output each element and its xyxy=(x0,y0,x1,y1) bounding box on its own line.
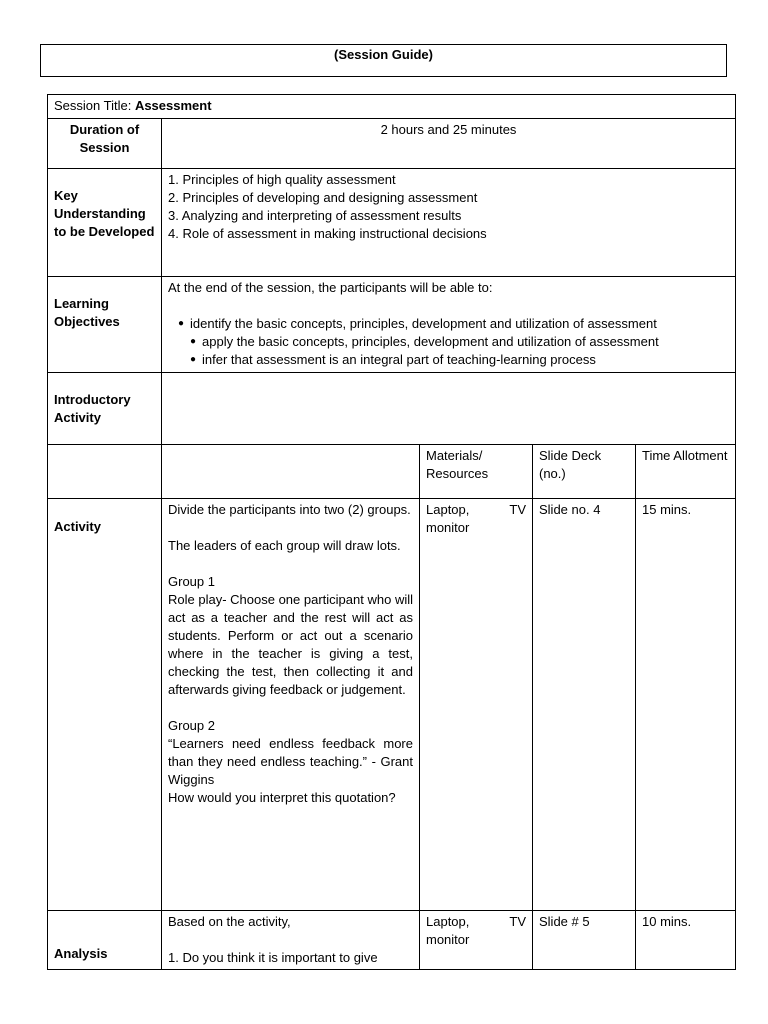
activity-paragraph-1: Divide the participants into two (2) groups. xyxy=(168,502,411,517)
objective-text: apply the basic concepts, principles, development and utilization of assessment xyxy=(202,334,659,349)
duration-row xyxy=(48,119,736,169)
session-title-label: Session Title: xyxy=(54,98,135,113)
key-understanding-row xyxy=(48,169,736,277)
activity-label xyxy=(48,499,162,911)
key-item: 2. Principles of developing and designing assessment xyxy=(168,190,478,205)
header-empty-2 xyxy=(162,445,420,499)
analysis-time: 10 mins. xyxy=(636,911,736,970)
introductory-activity-row xyxy=(48,373,736,445)
learning-objectives-label-text: Learning Objectives xyxy=(54,296,120,329)
key-understanding-cell xyxy=(162,169,736,277)
key-understanding-label-text: Key Understanding to be Developed xyxy=(54,188,155,239)
session-title-row xyxy=(48,95,736,119)
activity-slide: Slide no. 4 xyxy=(533,499,636,911)
activity-materials xyxy=(420,499,533,911)
activity-label-text: Activity xyxy=(54,519,101,534)
analysis-intro: Based on the activity, xyxy=(168,914,291,929)
introductory-activity-label xyxy=(48,373,162,445)
analysis-description xyxy=(162,911,420,970)
key-item: 3. Analyzing and interpreting of assessment results xyxy=(168,208,462,223)
key-understanding-label xyxy=(48,169,162,277)
introductory-activity-label-text: Introductory Activity xyxy=(54,392,131,425)
group2-question: How would you interpret this quotation? xyxy=(168,790,396,805)
analysis-question-1: 1. Do you think it is important to give xyxy=(168,950,378,965)
objectives-intro: At the end of the session, the participants will be able to: xyxy=(168,280,493,295)
header-empty-1 xyxy=(48,445,162,499)
analysis-label-text: Analysis xyxy=(54,946,108,961)
learning-objectives-cell xyxy=(162,277,736,373)
learning-objectives-label xyxy=(48,277,162,373)
analysis-materials-c: monitor xyxy=(426,932,470,947)
activity-materials-a: Laptop, xyxy=(426,502,470,517)
activity-time: 15 mins. xyxy=(636,499,736,911)
session-title-cell xyxy=(48,95,736,119)
objective-item xyxy=(190,333,729,351)
key-item: 4. Role of assessment in making instructional decisions xyxy=(168,226,487,241)
learning-objectives-row xyxy=(48,277,736,373)
duration-label: Duration of Session xyxy=(48,119,162,169)
materials-header: Materials/ Resources xyxy=(420,445,533,499)
objective-item xyxy=(190,351,729,369)
analysis-label xyxy=(48,911,162,970)
group1-title: Group 1 xyxy=(168,574,215,589)
analysis-row xyxy=(48,911,736,970)
key-item: 1. Principles of high quality assessment xyxy=(168,172,396,187)
activity-paragraph-2: The leaders of each group will draw lots. xyxy=(168,538,401,553)
group2-quote: “Learners need endless feedback more than they need endless teaching.” - Grant Wiggins xyxy=(168,736,413,787)
objective-text: identify the basic concepts, principles, development and utilization of assessment xyxy=(190,316,657,331)
group2-title: Group 2 xyxy=(168,718,215,733)
session-guide-table xyxy=(47,94,736,970)
activity-description xyxy=(162,499,420,911)
objectives-list xyxy=(168,315,729,369)
analysis-materials-a: Laptop, xyxy=(426,914,470,929)
analysis-materials-b: TV xyxy=(509,914,526,929)
session-title-value: Assessment xyxy=(134,98,212,113)
objective-item xyxy=(178,315,729,333)
activity-materials-c: monitor xyxy=(426,520,470,535)
header-title: (Session Guide) xyxy=(334,47,433,62)
session-guide-header xyxy=(40,44,727,77)
objective-text: infer that assessment is an integral part of teaching-learning process xyxy=(202,352,596,367)
analysis-materials xyxy=(420,911,533,970)
slide-deck-header: Slide Deck (no.) xyxy=(533,445,636,499)
activity-row xyxy=(48,499,736,911)
time-allotment-header: Time Allotment xyxy=(636,445,736,499)
analysis-slide: Slide # 5 xyxy=(533,911,636,970)
activity-materials-b: TV xyxy=(509,502,526,517)
column-header-row xyxy=(48,445,736,499)
introductory-activity-cell xyxy=(162,373,736,445)
group1-text: Role play- Choose one participant who will act as a teacher and the rest will act as students. Perform or act out a scenario where in the teacher is giving a test, checking the test, then collecting it and afterwards giving feedback or judgement. xyxy=(168,592,413,697)
key-understanding-list xyxy=(168,171,729,243)
duration-value: 2 hours and 25 minutes xyxy=(162,119,736,169)
